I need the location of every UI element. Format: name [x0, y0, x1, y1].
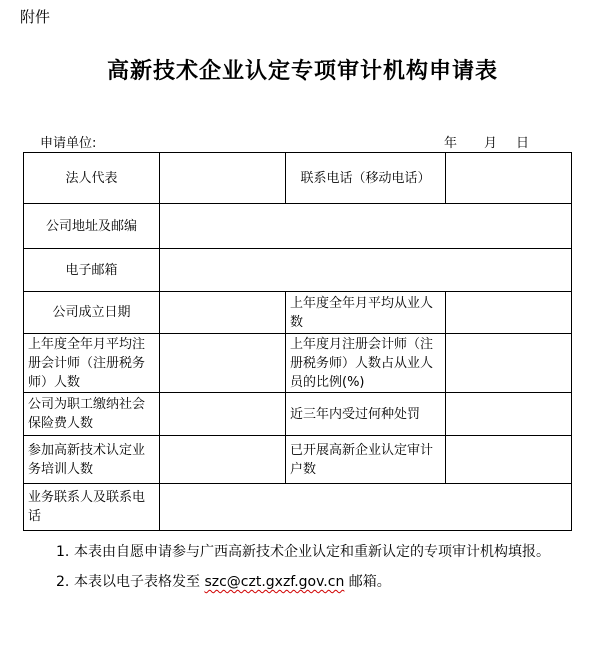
table-row	[24, 292, 572, 334]
table-row	[24, 153, 572, 204]
table-row	[24, 204, 572, 249]
legal-rep-label: 法人代表	[24, 153, 160, 204]
date-day-label: 日	[516, 136, 530, 151]
business-contact-field[interactable]	[160, 484, 572, 531]
note-number: 1.	[56, 544, 70, 560]
training-label: 参加高新技术认定业务培训人数	[24, 436, 160, 484]
avg-cpa-field[interactable]	[160, 334, 286, 393]
training-field[interactable]	[160, 436, 286, 484]
table-row	[24, 249, 572, 292]
address-field[interactable]	[160, 204, 572, 249]
table-row	[24, 436, 572, 484]
notes-section	[56, 537, 576, 597]
contact-phone-field[interactable]	[446, 153, 572, 204]
applicant-label: 申请单位:	[40, 136, 97, 151]
table-row	[24, 484, 572, 531]
application-form-table	[23, 152, 572, 531]
table-row	[24, 393, 572, 436]
avg-staff-label: 上年度全年月平均从业人数	[286, 292, 446, 334]
avg-staff-field[interactable]	[446, 292, 572, 334]
cpa-ratio-field[interactable]	[446, 334, 572, 393]
audited-field[interactable]	[446, 436, 572, 484]
social-insurance-label: 公司为职工缴纳社会保险费人数	[24, 393, 160, 436]
note-text	[74, 567, 576, 597]
penalty-label: 近三年内受过何种处罚	[286, 393, 446, 436]
note-item	[56, 567, 576, 597]
date-month-label: 月	[484, 136, 498, 151]
note-number: 2.	[56, 574, 70, 590]
date-year-label: 年	[444, 136, 458, 151]
founded-field[interactable]	[160, 292, 286, 334]
email-field[interactable]	[160, 249, 572, 292]
note-prefix: 本表以电子表格发至	[74, 574, 200, 590]
penalty-field[interactable]	[446, 393, 572, 436]
audited-label: 已开展高新企业认定审计户数	[286, 436, 446, 484]
note-suffix: 邮箱。	[348, 574, 391, 590]
note-item	[56, 537, 576, 567]
cpa-ratio-label: 上年度月注册会计师（注册税务师）人数占从业人员的比例(%)	[286, 334, 446, 393]
legal-rep-field[interactable]	[160, 153, 286, 204]
founded-label: 公司成立日期	[24, 292, 160, 334]
note-text: 本表由自愿申请参与广西高新技术企业认定和重新认定的专项审计机构填报。	[74, 544, 550, 560]
social-insurance-field[interactable]	[160, 393, 286, 436]
business-contact-label: 业务联系人及联系电话	[24, 484, 160, 531]
email-label: 电子邮箱	[24, 249, 160, 292]
contact-phone-label: 联系电话（移动电话）	[286, 153, 446, 204]
page-title: 高新技术企业认定专项审计机构申请表	[106, 58, 498, 84]
address-label: 公司地址及邮编	[24, 204, 160, 249]
attachment-label: 附件	[20, 8, 51, 26]
date-line	[444, 132, 529, 151]
table-row	[24, 334, 572, 393]
avg-cpa-label: 上年度全年月平均注册会计师（注册税务师）人数	[24, 334, 160, 393]
email-address: szc@czt.gxzf.gov.cn	[204, 574, 345, 590]
